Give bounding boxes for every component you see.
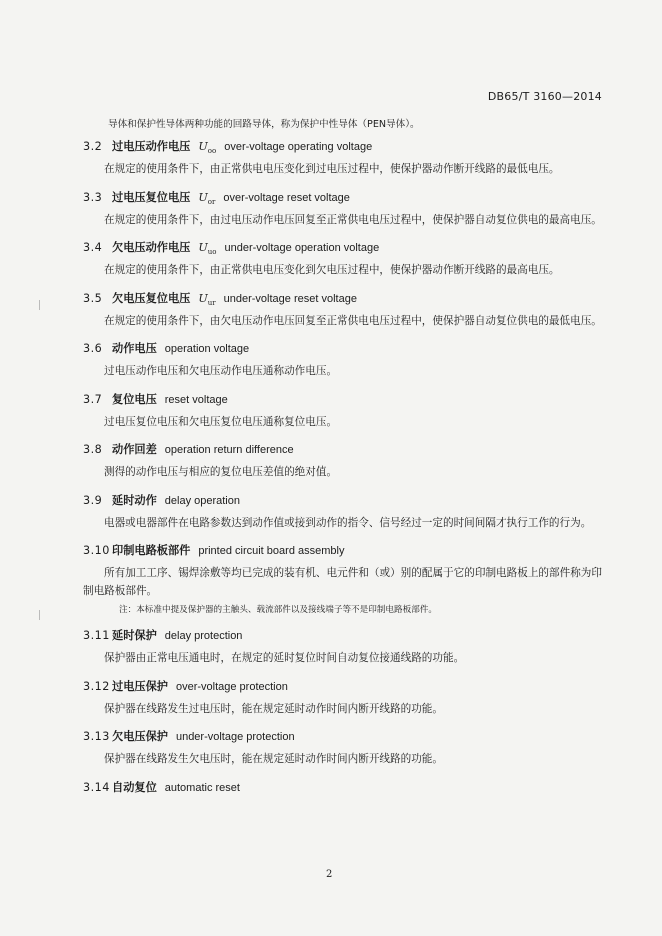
definition-item <box>83 542 603 617</box>
definition-heading <box>83 441 603 458</box>
intro-text: 导体和保护性导体两种功能的回路导体，称为保护中性导体（PEN导体）。 <box>108 119 420 130</box>
term-symbol <box>198 290 215 312</box>
term-symbol <box>198 239 216 261</box>
term-english: over-voltage operating voltage <box>224 141 373 153</box>
margin-mark <box>39 300 40 310</box>
clause-number: 3.10 <box>83 544 110 557</box>
term-chinese: 欠电压动作电压 <box>112 241 191 254</box>
clause-number: 3.8 <box>83 443 103 456</box>
definition-heading <box>83 189 603 206</box>
term-english: reset voltage <box>164 393 228 406</box>
page-number: 2 <box>326 869 333 880</box>
definition-text: 在规定的使用条件下，由正常供电电压变化到过电压过程中，使保护器动作断开线路的最低电压。 <box>104 163 560 175</box>
term-symbol <box>198 138 216 160</box>
definition-text: 测得的动作电压与相应的复位电压差值的绝对值。 <box>104 466 338 478</box>
definition-heading <box>83 779 603 796</box>
term-chinese: 过电压保护 <box>112 679 168 693</box>
term-english: automatic reset <box>164 781 240 794</box>
term-chinese: 延时动作 <box>112 493 157 507</box>
definition-text: 在规定的使用条件下，由过电压动作电压回复至正常供电电压过程中，使保护器自动复位供电的最高电压。 <box>104 213 602 226</box>
term-chinese: 自动复位 <box>112 780 157 794</box>
clause-number: 3.9 <box>83 493 103 507</box>
definition-text: 所有加工工序、锡焊涂敷等均已完成的装有机、电元件和（或）别的配属于它的印制电路板上的部件称为印制电路板部件。 <box>83 567 602 597</box>
definition-item <box>83 678 603 719</box>
term-chinese: 过电压复位电压 <box>112 190 191 204</box>
term-chinese: 过电压动作电压 <box>112 140 191 153</box>
definition-text: 保护器在线路发生欠电压时，能在规定延时动作时间内断开线路的功能。 <box>104 753 443 765</box>
definition-text: 保护器由正常电压通电时，在规定的延时复位时间自动复位接通线路的功能。 <box>104 652 465 664</box>
margin-mark <box>39 610 40 620</box>
term-chinese: 印制电路板部件 <box>112 544 191 557</box>
term-english: over-voltage protection <box>175 680 288 693</box>
term-symbol <box>198 189 215 211</box>
definition-item <box>83 779 603 796</box>
clause-number: 3.6 <box>83 342 103 355</box>
clause-number: 3.3 <box>83 190 103 204</box>
clause-number: 3.5 <box>83 291 103 305</box>
definition-text: 电器或电器部件在电路参数达到动作值或接到动作的指令、信号经过一定的时间间隔才执行工作的行为。 <box>104 516 592 529</box>
symbol-base: U <box>198 190 208 204</box>
term-english: operation voltage <box>164 343 250 355</box>
symbol-base: U <box>198 241 208 254</box>
term-chinese: 欠电压保护 <box>112 730 168 743</box>
term-chinese: 复位电压 <box>112 392 157 406</box>
definition-item <box>83 189 603 230</box>
definition-text: 在规定的使用条件下，由欠电压动作电压回复至正常供电电压过程中，使保护器自动复位供电的最低电压。 <box>104 314 602 327</box>
definition-heading <box>83 492 603 509</box>
term-chinese: 欠电压复位电压 <box>112 291 191 305</box>
term-chinese: 延时保护 <box>112 629 157 642</box>
symbol-base: U <box>198 291 208 305</box>
term-english: under-voltage reset voltage <box>223 292 357 305</box>
definition-heading <box>83 542 603 559</box>
symbol-base: U <box>198 140 208 153</box>
symbol-subscript: oo <box>207 147 217 156</box>
symbol-subscript: uo <box>207 248 217 257</box>
definition-item <box>83 492 603 533</box>
document-code: DB65/T 3160—2014 <box>487 90 602 103</box>
definitions-list <box>83 138 603 796</box>
definition-heading <box>83 290 603 307</box>
term-english: over-voltage reset voltage <box>223 191 350 204</box>
definition-heading <box>83 239 603 256</box>
term-english: delay operation <box>164 494 240 507</box>
definition-item <box>83 627 603 668</box>
definition-note: 注：本标准中提及保护器的主触头、载流部件以及接线端子等不是印制电路板部件。 <box>119 605 437 615</box>
clause-number: 3.2 <box>83 140 103 153</box>
definition-heading <box>83 340 603 357</box>
definition-item <box>83 290 603 331</box>
term-english: operation return difference <box>164 444 294 456</box>
definition-heading <box>83 627 603 644</box>
definition-item <box>83 138 603 179</box>
term-chinese: 动作回差 <box>112 443 157 456</box>
definition-item <box>83 728 603 769</box>
clause-number: 3.13 <box>83 730 110 743</box>
definition-item <box>83 441 603 482</box>
definition-text: 过电压复位电压和欠电压复位电压通称复位电压。 <box>104 415 338 428</box>
symbol-subscript: or <box>207 197 216 206</box>
clause-number: 3.14 <box>83 780 110 794</box>
clause-number: 3.12 <box>83 679 110 693</box>
definition-item <box>83 391 603 432</box>
definition-heading <box>83 678 603 695</box>
definition-heading <box>83 391 603 408</box>
definition-text: 在规定的使用条件下，由正常供电电压变化到欠电压过程中，使保护器动作断开线路的最高电压。 <box>104 264 560 276</box>
clause-number: 3.11 <box>83 629 110 642</box>
definition-text: 过电压动作电压和欠电压动作电压通称动作电压。 <box>104 365 338 377</box>
term-chinese: 动作电压 <box>112 342 157 355</box>
definition-item <box>83 239 603 280</box>
term-english: under-voltage protection <box>175 731 295 743</box>
symbol-subscript: ur <box>207 298 216 307</box>
term-english: under-voltage operation voltage <box>224 242 380 254</box>
term-english: delay protection <box>164 630 243 642</box>
definition-text: 保护器在线路发生过电压时，能在规定延时动作时间内断开线路的功能。 <box>104 702 443 715</box>
clause-number: 3.7 <box>83 392 103 406</box>
definition-heading <box>83 728 603 745</box>
definition-item <box>83 340 603 381</box>
clause-number: 3.4 <box>83 241 103 254</box>
term-english: printed circuit board assembly <box>198 545 345 557</box>
definition-heading <box>83 138 603 155</box>
